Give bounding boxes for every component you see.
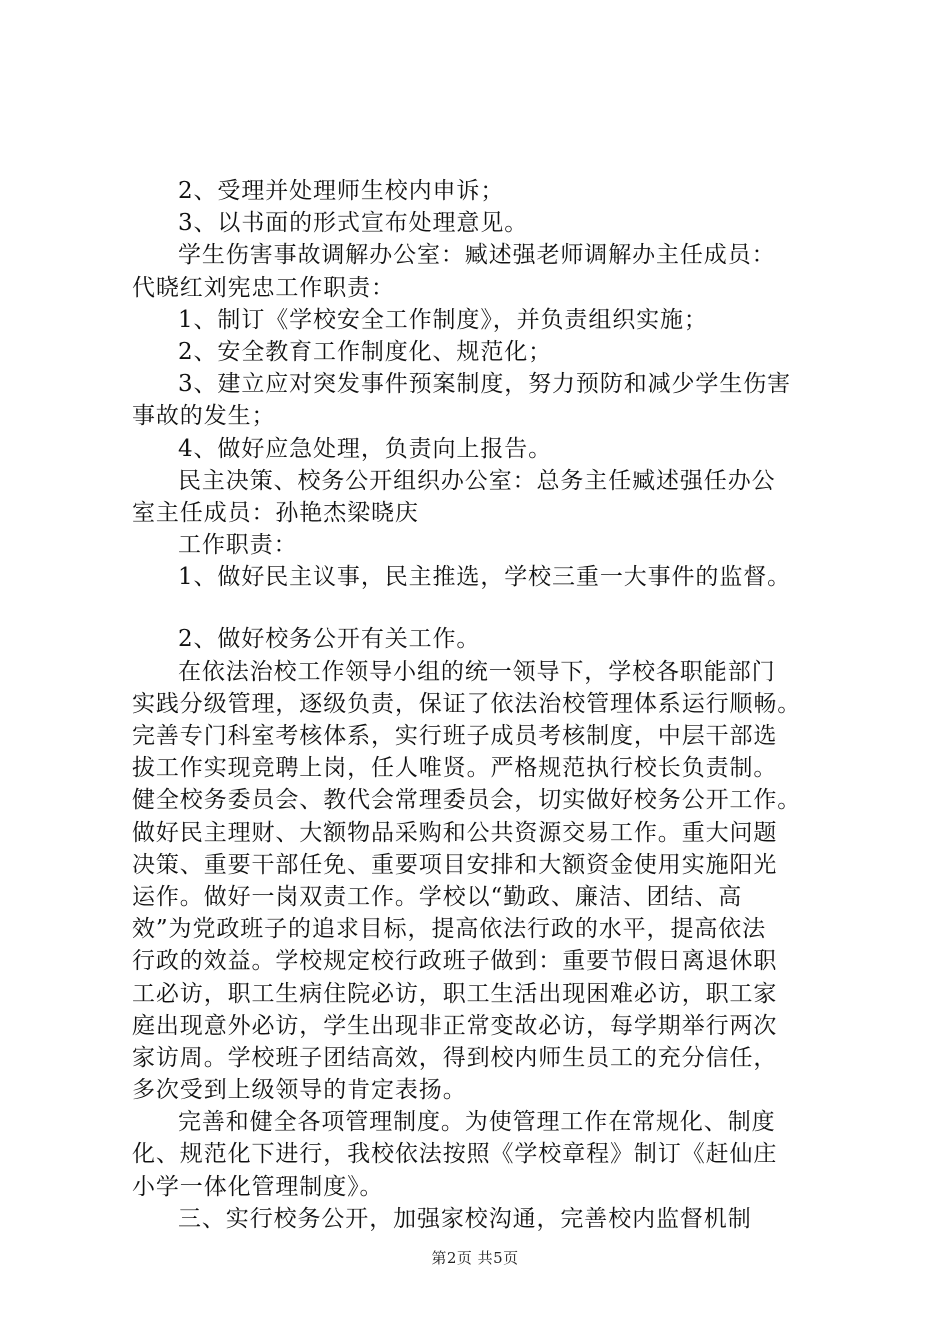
text-line: 三、实行校务公开，加强家校沟通，完善校内监督机制 — [178, 1205, 752, 1232]
text-line: 拔工作实现竞聘上岗，任人唯贤。严格规范执行校长负责制。 — [132, 755, 778, 782]
text-line: 健全校务委员会、教代会常理委员会，切实做好校务公开工作。 — [132, 787, 802, 814]
document-body — [132, 175, 832, 1235]
text-line: 1、做好民主议事，民主推选，学校三重一大事件的监督。 — [178, 564, 792, 591]
text-line: 工必访，职工生病住院必访，职工生活出现困难必访，职工家 — [132, 980, 778, 1007]
text-line: 1、制订《学校安全工作制度》，并负责组织实施； — [178, 306, 708, 333]
text-line: 事故的发生； — [132, 403, 276, 430]
text-line: 2、安全教育工作制度化、规范化； — [178, 338, 553, 365]
text-line: 2、做好校务公开有关工作。 — [178, 626, 481, 653]
text-line: 代晓红刘宪忠工作职责： — [132, 274, 395, 301]
text-line: 效”为党政班子的追求目标，提高依法行政的水平，提高依法 — [132, 916, 767, 943]
text-line: 室主任成员：孙艳杰梁晓庆 — [132, 499, 419, 526]
text-line: 2、受理并处理师生校内申诉； — [178, 178, 505, 204]
text-line: 4、做好应急处理，负责向上报告。 — [178, 435, 553, 462]
text-line: 3、以书面的形式宣布处理意见。 — [178, 210, 529, 237]
text-line: 3、建立应对突发事件预案制度，努力预防和减少学生伤害 — [178, 371, 792, 398]
text-line: 在依法治校工作领导小组的统一领导下，学校各职能部门 — [178, 658, 776, 685]
text-line: 实践分级管理，逐级负责，保证了依法治校管理体系运行顺畅。 — [132, 690, 802, 717]
text-line: 民主决策、校务公开组织办公室：总务主任臧述强任办公 — [178, 467, 776, 494]
text-line: 学生伤害事故调解办公室：臧述强老师调解办主任成员： — [178, 242, 776, 269]
text-line: 庭出现意外必访，学生出现非正常变故必访，每学期举行两次 — [132, 1012, 778, 1039]
text-line: 完善专门科室考核体系，实行班子成员考核制度，中层干部选 — [132, 723, 778, 749]
text-line: 行政的效益。学校规定校行政班子做到：重要节假日离退休职 — [132, 948, 778, 975]
text-line: 多次受到上级领导的肯定表扬。 — [132, 1077, 467, 1104]
text-line: 决策、重要干部任免、重要项目安排和大额资金使用实施阳光 — [132, 851, 778, 878]
text-line: 做好民主理财、大额物品采购和公共资源交易工作。重大问题 — [132, 819, 778, 846]
text-line: 运作。做好一岗双责工作。学校以“勤政、廉洁、团结、高 — [132, 883, 743, 910]
text-line: 工作职责： — [178, 532, 298, 559]
paragraph-gap — [132, 593, 832, 623]
text-line: 完善和健全各项管理制度。为使管理工作在常规化、制度 — [178, 1109, 776, 1136]
page-footer: 第2页 共5页 — [431, 1249, 519, 1267]
text-line: 化、规范化下进行，我校依法按照《学校章程》制订《赶仙庄 — [132, 1141, 778, 1168]
text-line: 小学一体化管理制度》。 — [132, 1173, 384, 1200]
text-line: 家访周。学校班子团结高效，得到校内师生员工的充分信任， — [132, 1044, 778, 1071]
